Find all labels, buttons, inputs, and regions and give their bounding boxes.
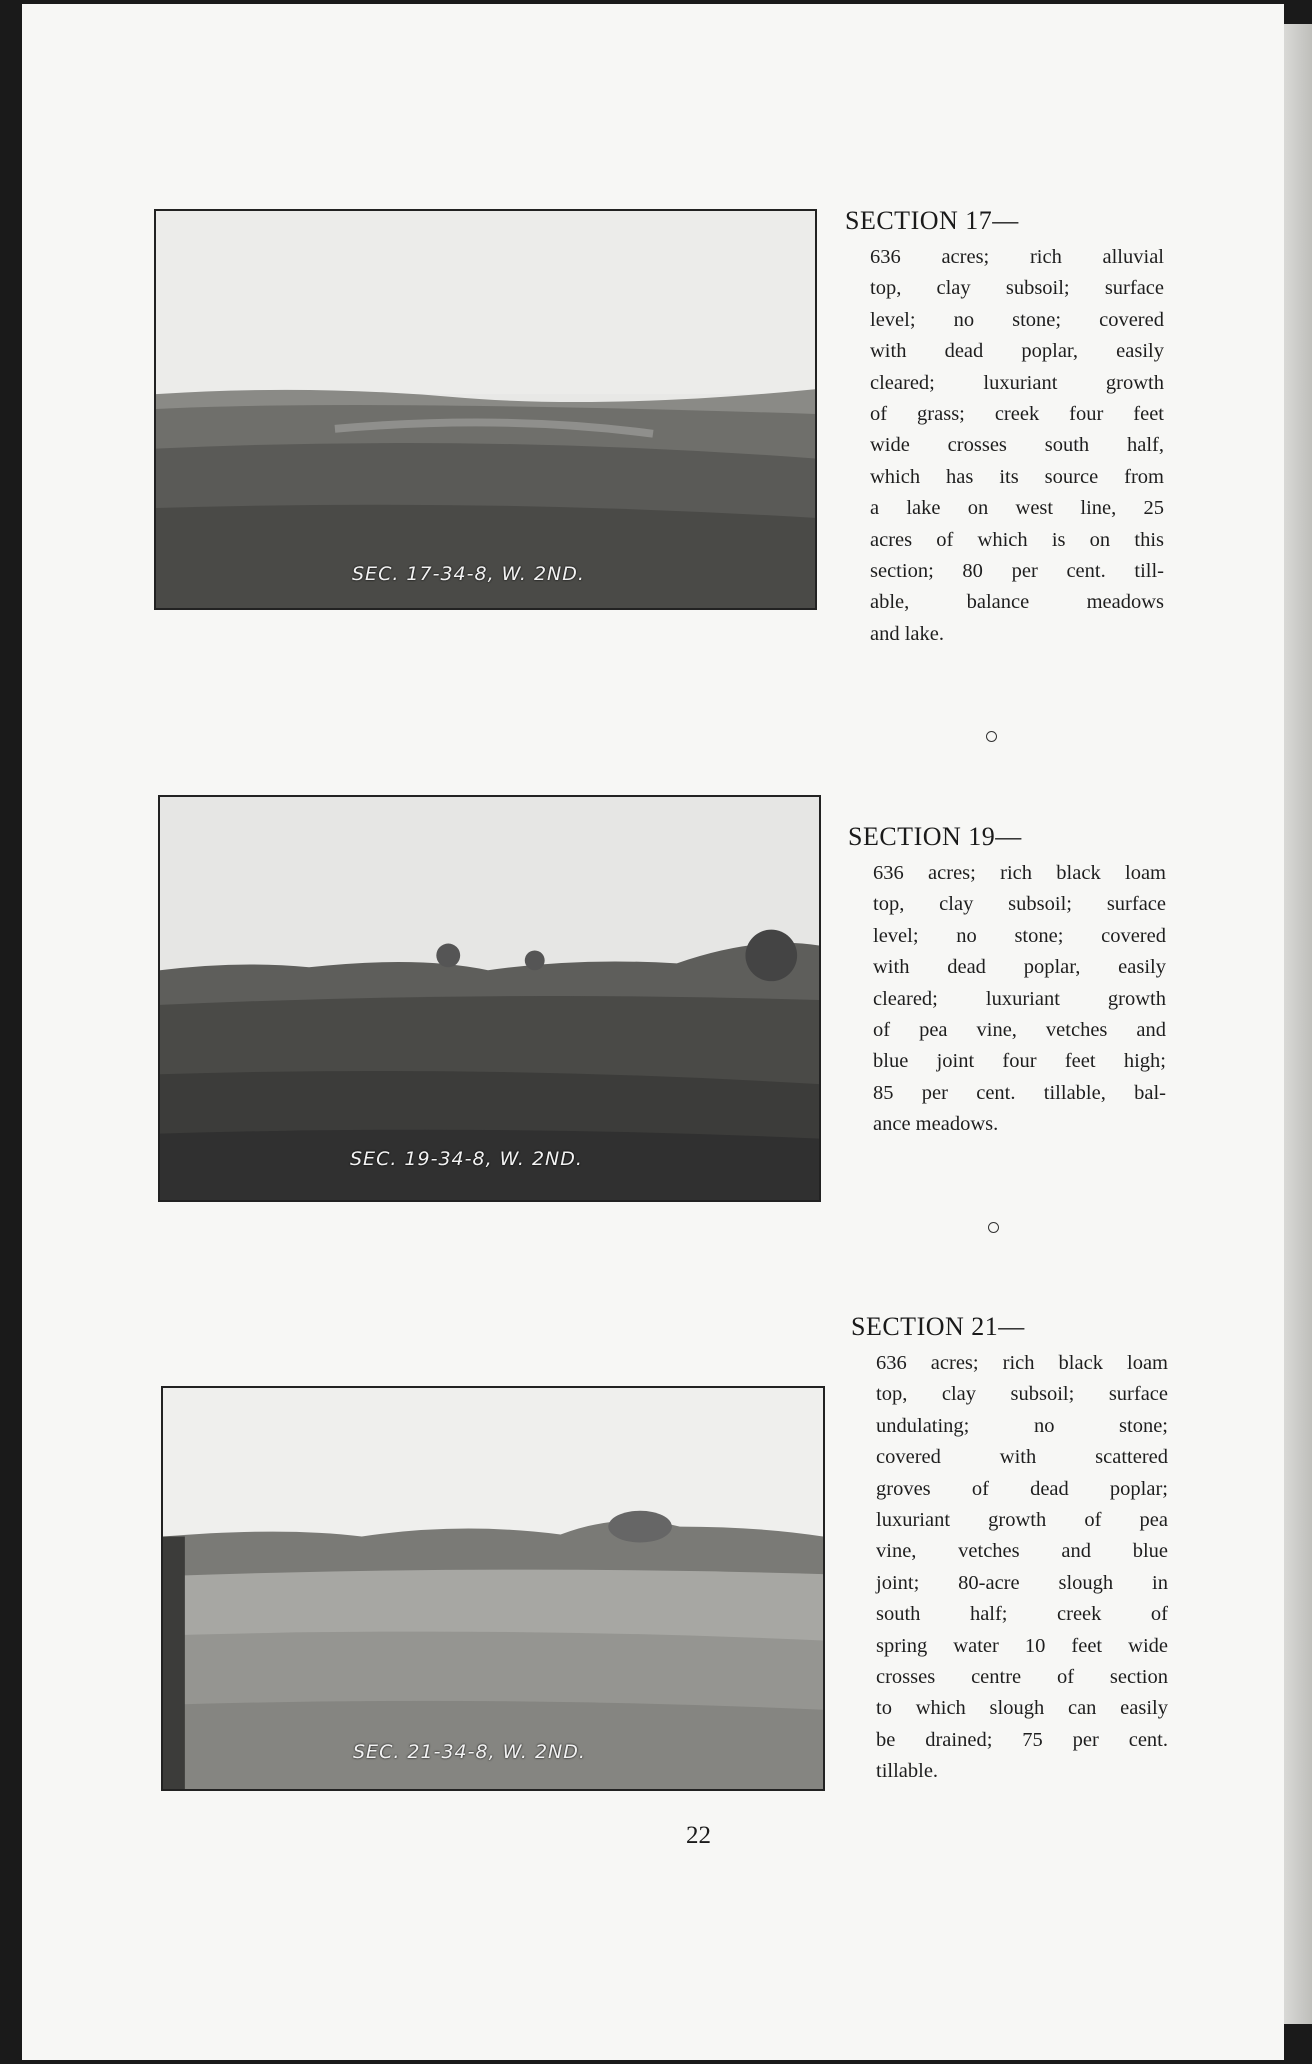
section-description bbox=[870, 242, 1164, 650]
description-line: south half; creek of bbox=[876, 1603, 1168, 1626]
description-line: crosses centre of section bbox=[876, 1666, 1168, 1689]
description-line: covered with scattered bbox=[876, 1446, 1168, 1469]
description-line: luxuriant growth of pea bbox=[876, 1509, 1168, 1532]
field-photo-17 bbox=[156, 211, 815, 608]
description-line: wide crosses south half, bbox=[870, 434, 1164, 457]
description-line: undulating; no stone; bbox=[876, 1414, 1168, 1437]
photo-caption: SEC. 17-34-8, W. 2ND. bbox=[352, 563, 585, 585]
description-line: acres of which is on this bbox=[870, 528, 1164, 551]
description-line: 636 acres; rich alluvial bbox=[870, 246, 1164, 268]
description-line: top, clay subsoil; surface bbox=[870, 277, 1164, 300]
description-line: vine, vetches and blue bbox=[876, 1540, 1168, 1563]
description-line: with dead poplar, easily bbox=[873, 956, 1166, 979]
description-line: tillable. bbox=[876, 1760, 939, 1783]
description-line: cleared; luxuriant growth bbox=[870, 371, 1164, 394]
description-line: spring water 10 feet wide bbox=[876, 1634, 1168, 1657]
section-description bbox=[873, 858, 1166, 1141]
photo-section-17 bbox=[154, 209, 817, 610]
description-line: able, balance meadows bbox=[870, 591, 1164, 614]
description-line: 636 acres; rich black loam bbox=[876, 1352, 1168, 1374]
description-line: a lake on west line, 25 bbox=[870, 497, 1164, 520]
description-line: 85 per cent. tillable, bal- bbox=[873, 1081, 1166, 1104]
description-line: of grass; creek four feet bbox=[870, 403, 1164, 426]
description-line: level; no stone; covered bbox=[870, 308, 1164, 331]
description-line: blue joint four feet high; bbox=[873, 1050, 1166, 1073]
book-page bbox=[22, 4, 1284, 2060]
field-photo-19 bbox=[160, 797, 819, 1200]
section-separator bbox=[986, 731, 997, 742]
section-description bbox=[876, 1348, 1168, 1788]
description-line: section; 80 per cent. till- bbox=[870, 560, 1164, 583]
description-line: 636 acres; rich black loam bbox=[873, 862, 1166, 884]
description-line: and lake. bbox=[870, 622, 944, 645]
section-separator bbox=[988, 1222, 999, 1233]
section-heading: SECTION 21— bbox=[851, 1312, 1025, 1341]
description-line: cleared; luxuriant growth bbox=[873, 987, 1166, 1010]
description-line: which has its source from bbox=[870, 465, 1164, 488]
description-line: top, clay subsoil; surface bbox=[873, 893, 1166, 916]
description-line: top, clay subsoil; surface bbox=[876, 1383, 1168, 1406]
description-line: ance meadows. bbox=[873, 1113, 999, 1136]
section-heading: SECTION 17— bbox=[845, 206, 1019, 235]
field-photo-21 bbox=[163, 1388, 823, 1789]
photo-section-21 bbox=[161, 1386, 825, 1791]
description-line: with dead poplar, easily bbox=[870, 340, 1164, 363]
page-edge bbox=[1284, 24, 1312, 2024]
description-line: of pea vine, vetches and bbox=[873, 1019, 1166, 1042]
description-line: joint; 80-acre slough in bbox=[876, 1571, 1168, 1594]
description-line: level; no stone; covered bbox=[873, 924, 1166, 947]
description-line: groves of dead poplar; bbox=[876, 1477, 1168, 1500]
description-line: to which slough can easily bbox=[876, 1697, 1168, 1720]
photo-caption: SEC. 21-34-8, W. 2ND. bbox=[353, 1741, 586, 1763]
description-line: be drained; 75 per cent. bbox=[876, 1728, 1168, 1751]
section-heading: SECTION 19— bbox=[848, 822, 1022, 851]
photo-section-19 bbox=[158, 795, 821, 1202]
page-number: 22 bbox=[686, 1822, 711, 1849]
photo-caption: SEC. 19-34-8, W. 2ND. bbox=[350, 1148, 583, 1170]
